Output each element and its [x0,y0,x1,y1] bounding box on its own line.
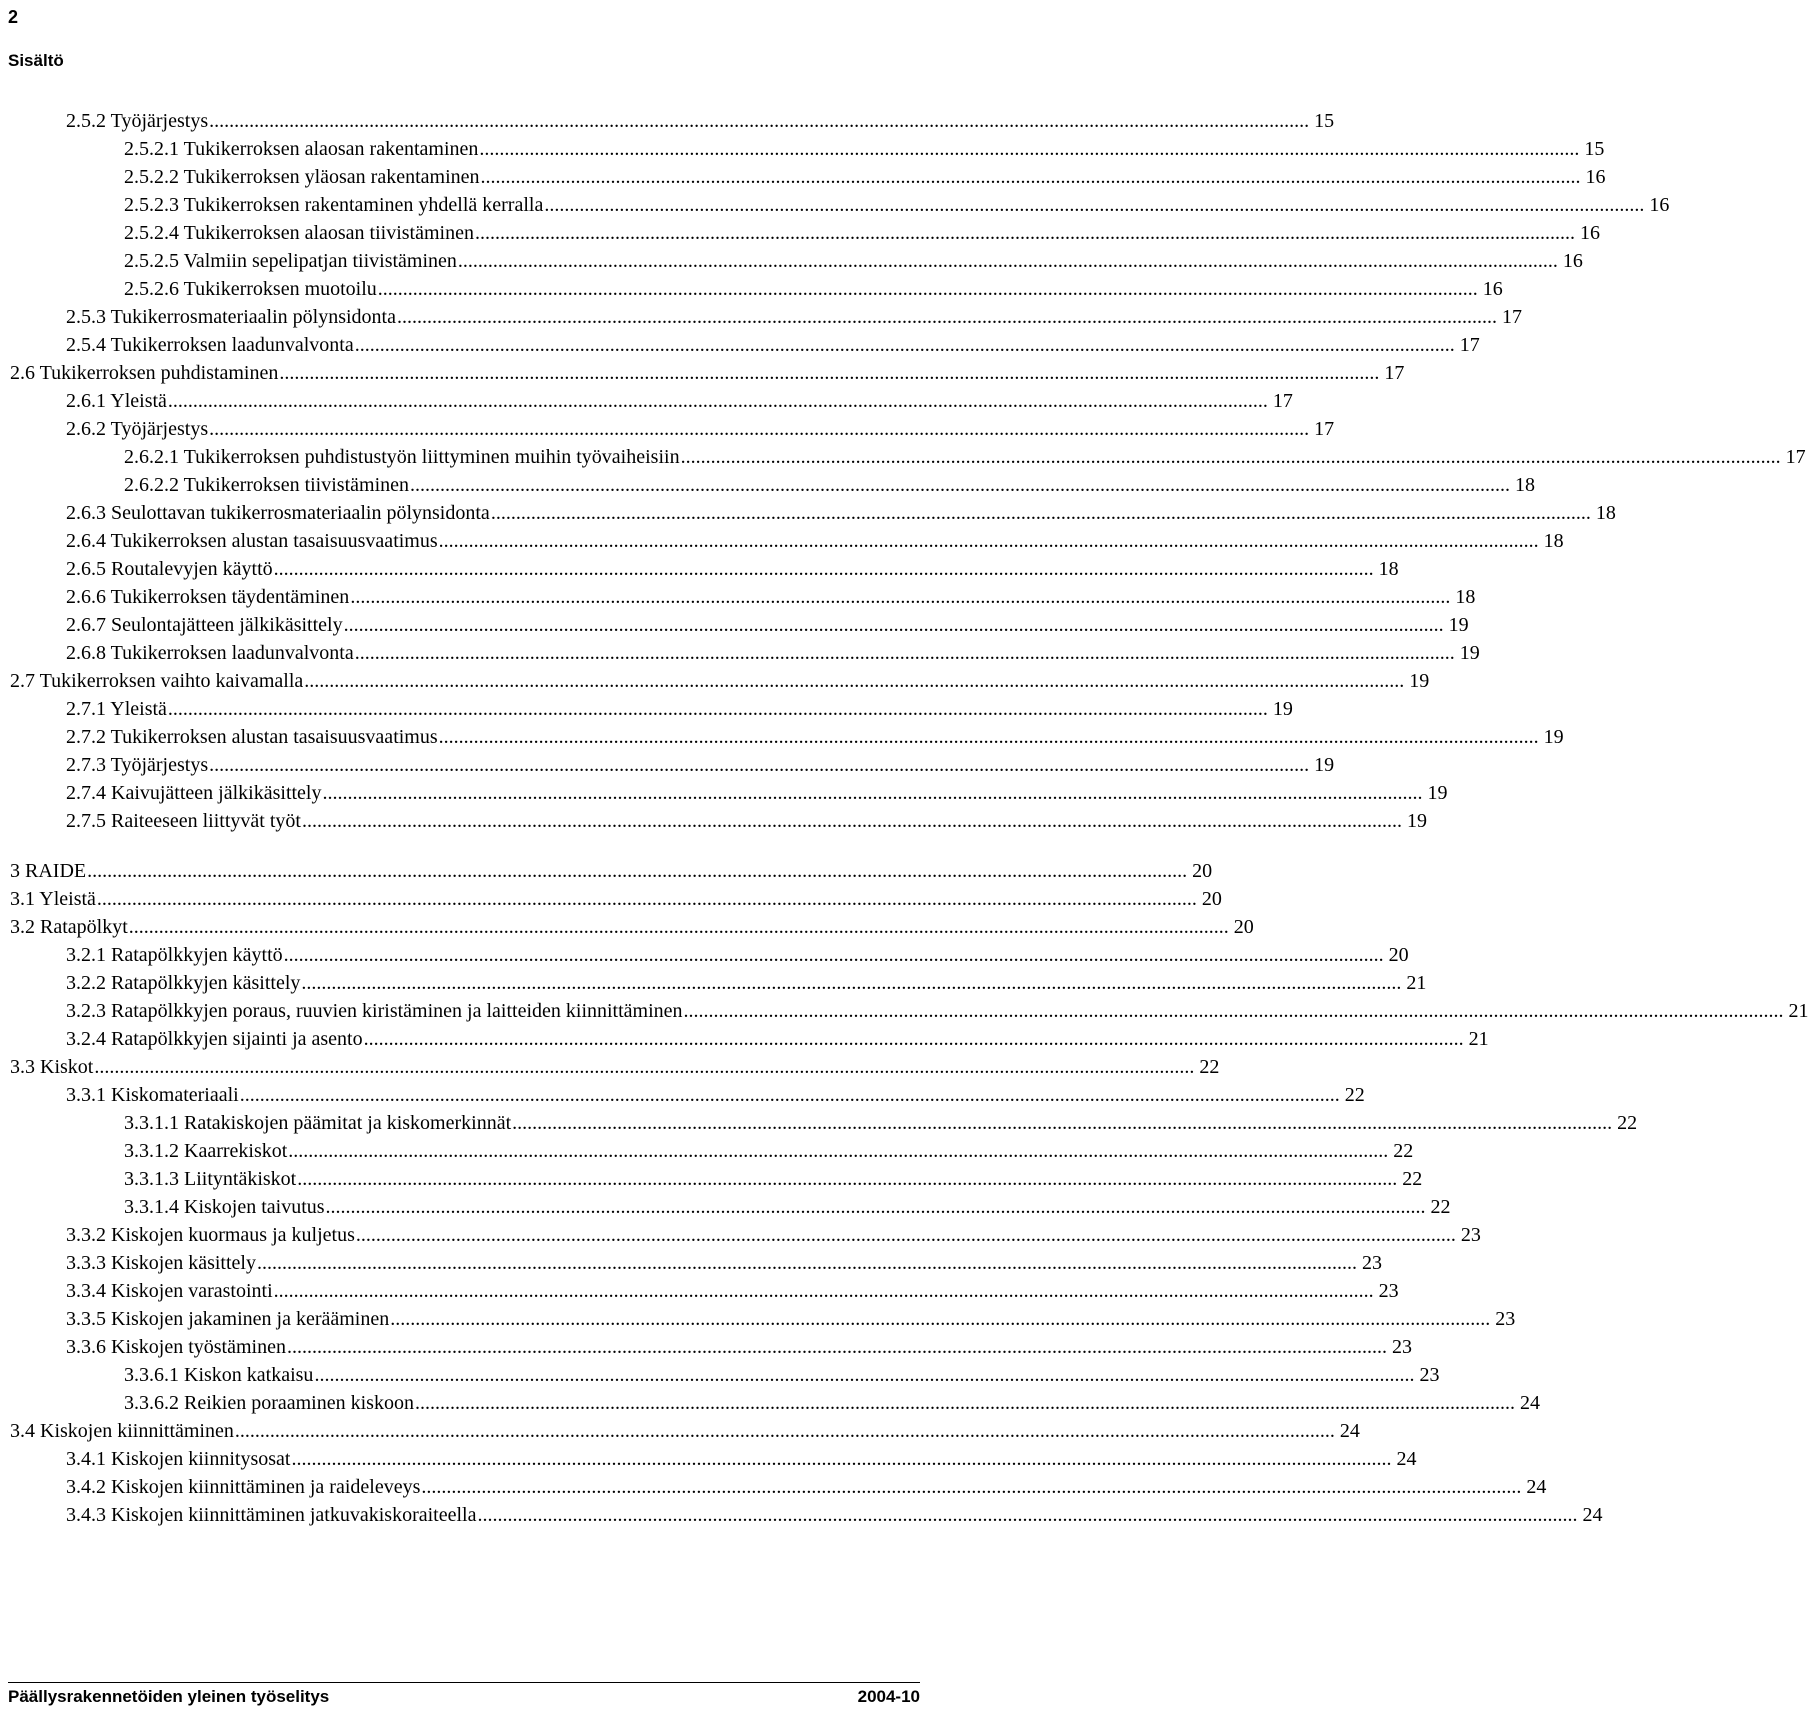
toc-dot-leader: ............................................................................................................................................................................................................................ [286,1336,1387,1358]
toc-entry[interactable] [66,329,1480,357]
toc-dot-leader: ............................................................................................................................................................................................................................ [438,726,1539,748]
toc-entry-page-number: 24 [1519,1392,1540,1414]
toc-entry-page-number: 24 [1339,1420,1360,1442]
toc-entry-title: 3.3.6.2 Reikien poraaminen kiskoon [124,1392,414,1414]
toc-entry[interactable] [66,1331,1412,1359]
toc-dot-leader: ............................................................................................................................................................................................................................ [474,222,1575,244]
toc-entry[interactable] [66,1499,1603,1527]
toc-entry[interactable] [10,883,1222,911]
toc-entry-page-number: 22 [1402,1168,1423,1190]
toc-dot-leader: ............................................................................................................................................................................................................................ [683,1000,1784,1022]
toc-dot-leader: ............................................................................................................................................................................................................................ [343,614,1444,636]
toc-entry[interactable] [124,217,1600,245]
toc-entry[interactable] [66,1303,1516,1331]
toc-entry[interactable] [124,1359,1440,1387]
toc-dot-leader: ............................................................................................................................................................................................................................ [167,390,1268,412]
toc-entry[interactable] [66,525,1564,553]
toc-entry[interactable] [66,609,1469,637]
toc-entry[interactable] [124,245,1583,273]
toc-entry-page-number: 20 [1201,888,1222,910]
toc-dot-leader: ............................................................................................................................................................................................................................ [421,1476,1522,1498]
toc-dot-leader: ............................................................................................................................................................................................................................ [410,474,1510,496]
toc-entry-page-number: 19 [1427,782,1448,804]
page-number: 2 [8,7,19,27]
toc-dot-leader: ............................................................................................................................................................................................................................ [301,972,1402,994]
toc-entry[interactable] [66,581,1476,609]
toc-entry-page-number: 16 [1585,166,1606,188]
toc-entry[interactable] [10,357,1405,385]
toc-entry-title: 2.6.2.2 Tukikerroksen tiivistäminen [124,474,409,496]
toc-entry-page-number: 22 [1344,1084,1365,1106]
toc-dot-leader: ............................................................................................................................................................................................................................ [322,782,1423,804]
toc-entry-title: 2.6.6 Tukikerroksen täydentäminen [66,586,350,608]
toc-dot-leader: ............................................................................................................................................................................................................................ [414,1392,1515,1414]
toc-dot-leader: ............................................................................................................................................................................................................................ [377,278,1478,300]
toc-entry-title: 3.4 Kiskojen kiinnittäminen [10,1420,234,1442]
toc-dot-leader: ............................................................................................................................................................................................................................ [354,334,1455,356]
toc-entry-title: 3.4.2 Kiskojen kiinnittäminen ja raideleveys [66,1476,421,1498]
toc-entry-page-number: 23 [1419,1364,1440,1386]
toc-entry-title: 2.7.4 Kaivujätteen jälkikäsittely [66,782,322,804]
toc-dot-leader: ............................................................................................................................................................................................................................ [256,1252,1357,1274]
toc-entry-title: 2.7.5 Raiteeseen liittyvät työt [66,810,301,832]
toc-entry[interactable] [66,1247,1382,1275]
toc-entry-page-number: 24 [1526,1476,1547,1498]
toc-entry-title: 3.2.3 Ratapölkkyjen poraus, ruuvien kiristäminen ja laitteiden kiinnittäminen [66,1000,683,1022]
toc-entry[interactable] [66,301,1522,329]
toc-entry[interactable] [124,1387,1540,1415]
toc-entry-title: 2.7 Tukikerroksen vaihto kaivamalla [10,670,304,692]
toc-entry-page-number: 23 [1391,1336,1412,1358]
toc-entry[interactable] [10,1415,1360,1443]
toc-entry-page-number: 16 [1482,278,1503,300]
toc-entry[interactable] [124,189,1670,217]
toc-entry-title: 3.3.6 Kiskojen työstäminen [66,1336,286,1358]
toc-dot-leader: ............................................................................................................................................................................................................................ [239,1084,1340,1106]
toc-entry[interactable] [66,413,1335,441]
toc-dot-leader: ............................................................................................................................................................................................................................ [490,502,1591,524]
toc-dot-leader: ............................................................................................................................................................................................................................ [94,1056,1195,1078]
toc-dot-leader: ............................................................................................................................................................................................................................ [273,558,1374,580]
toc-entry-page-number: 22 [1430,1196,1451,1218]
toc-entry[interactable] [66,553,1399,581]
toc-dot-leader: ............................................................................................................................................................................................................................ [167,698,1268,720]
toc-entry-page-number: 19 [1459,642,1480,664]
toc-entry-page-number: 17 [1501,306,1522,328]
toc-entry-page-number: 18 [1543,530,1564,552]
toc-entry-title: 3.2.2 Ratapölkkyjen käsittely [66,972,301,994]
toc-dot-leader: ............................................................................................................................................................................................................................ [325,1196,1426,1218]
toc-entry-title: 3.3.5 Kiskojen jakaminen ja kerääminen [66,1308,390,1330]
toc-entry-page-number: 15 [1314,110,1335,132]
toc-entry-page-number: 18 [1515,474,1535,496]
toc-dot-leader: ............................................................................................................................................................................................................................ [209,418,1310,440]
toc-entry[interactable] [124,161,1606,189]
toc-entry-title: 2.5.2.2 Tukikerroksen yläosan rakentaminen [124,166,480,188]
toc-entry-page-number: 19 [1409,670,1430,692]
toc-dot-leader: ............................................................................................................................................................................................................................ [479,138,1580,160]
toc-entry-page-number: 23 [1378,1280,1399,1302]
toc-dot-leader: ............................................................................................................................................................................................................................ [291,1448,1392,1470]
toc-entry[interactable] [66,1079,1365,1107]
toc-dot-leader: ............................................................................................................................................................................................................................ [279,362,1380,384]
toc-entry[interactable] [124,441,1806,469]
toc-dot-leader: ............................................................................................................................................................................................................................ [297,1168,1398,1190]
toc-dot-leader: ............................................................................................................................................................................................................................ [390,1308,1491,1330]
toc-entry[interactable] [124,469,1535,497]
toc-entry-page-number: 15 [1584,138,1605,160]
toc-entry-title: 2.6.2 Työjärjestys [66,418,209,440]
toc-entry-title: 2.6.4 Tukikerroksen alustan tasaisuusvaatimus [66,530,438,552]
toc-entry-title: 3.3.4 Kiskojen varastointi [66,1280,273,1302]
toc-entry-page-number: 21 [1788,1000,1809,1022]
toc-entry[interactable] [10,1051,1220,1079]
toc-entry[interactable] [124,133,1605,161]
toc-entry-title: 3.3.2 Kiskojen kuormaus ja kuljetus [66,1224,355,1246]
footer-date: 2004-10 [857,1687,920,1706]
toc-dot-leader: ............................................................................................................................................................................................................................ [96,888,1197,910]
toc-entry-title: 3.2.4 Ratapölkkyjen sijainti ja asento [66,1028,363,1050]
toc-entry[interactable] [124,1191,1451,1219]
toc-entry-title: 2.5.2.1 Tukikerroksen alaosan rakentaminen [124,138,479,160]
toc-entry-title: 2.6.8 Tukikerroksen laadunvalvonta [66,642,354,664]
toc-entry-page-number: 19 [1314,754,1335,776]
toc-entry-title: 3 RAIDE [10,860,87,882]
toc-entry[interactable] [124,273,1503,301]
toc-entry-title: 2.5.4 Tukikerroksen laadunvalvonta [66,334,354,356]
toc-entry-title: 2.6.7 Seulontajätteen jälkikäsittely [66,614,343,636]
toc-entry-title: 3.2 Ratapölkyt [10,916,128,938]
toc-entry[interactable] [66,939,1409,967]
toc-entry-title: 3.3.1.1 Ratakiskojen päämitat ja kiskomerkinnät [124,1112,512,1134]
toc-dot-leader: ............................................................................................................................................................................................................................ [438,530,1539,552]
toc-entry-page-number: 20 [1388,944,1409,966]
toc-dot-leader: ............................................................................................................................................................................................................................ [480,166,1581,188]
toc-entry-title: 3.4.3 Kiskojen kiinnittäminen jatkuvakiskoraiteella [66,1504,477,1526]
toc-entry[interactable] [10,911,1254,939]
page-title: Sisältö [8,51,64,70]
toc-dot-leader: ............................................................................................................................................................................................................................ [273,1280,1374,1302]
toc-entry[interactable] [124,1163,1423,1191]
toc-entry-title: 2.5.2.3 Tukikerroksen rakentaminen yhdellä kerralla [124,194,544,216]
toc-entry[interactable] [66,105,1335,133]
toc-entry-title: 2.6.3 Seulottavan tukikerrosmateriaalin pölynsidonta [66,502,490,524]
toc-entry[interactable] [66,805,1427,833]
toc-dot-leader: ............................................................................................................................................................................................................................ [128,916,1229,938]
toc-entry-title: 3.3 Kiskot [10,1056,94,1078]
toc-entry[interactable] [10,855,1213,883]
toc-entry[interactable] [66,1443,1417,1471]
toc-entry-title: 2.6.5 Routalevyjen käyttö [66,558,273,580]
toc-dot-leader: ............................................................................................................................................................................................................................ [209,754,1310,776]
toc-entry[interactable] [66,721,1564,749]
toc-entry-page-number: 16 [1562,250,1583,272]
toc-entry[interactable] [66,777,1448,805]
toc-entry[interactable] [66,995,1809,1023]
toc-entry-page-number: 16 [1579,222,1600,244]
toc-entry-page-number: 24 [1582,1504,1603,1526]
toc-entry-page-number: 22 [1199,1056,1220,1078]
toc-entry-page-number: 16 [1649,194,1670,216]
toc-entry-title: 3.3.1.2 Kaarrekiskot [124,1140,288,1162]
toc-dot-leader: ............................................................................................................................................................................................................................ [304,670,1405,692]
toc-dot-leader: ............................................................................................................................................................................................................................ [288,1140,1389,1162]
toc-entry[interactable] [124,1135,1414,1163]
toc-entry-page-number: 23 [1460,1224,1481,1246]
toc-entry-page-number: 18 [1595,502,1616,524]
toc-entry[interactable] [66,967,1427,995]
toc-entry-page-number: 19 [1448,614,1469,636]
toc-entry-title: 3.3.3 Kiskojen käsittely [66,1252,256,1274]
toc-entry-page-number: 19 [1543,726,1564,748]
toc-entry-title: 2.7.2 Tukikerroksen alustan tasaisuusvaatimus [66,726,438,748]
toc-entry-page-number: 20 [1233,916,1254,938]
toc-entry-title: 2.5.2.6 Tukikerroksen muotoilu [124,278,377,300]
toc-entry[interactable] [66,637,1480,665]
toc-dot-leader: ............................................................................................................................................................................................................................ [283,944,1384,966]
toc-dot-leader: ............................................................................................................................................................................................................................ [354,642,1455,664]
toc-entry-title: 3.3.1 Kiskomateriaali [66,1084,239,1106]
toc-entry[interactable] [66,693,1293,721]
toc-entry-title: 3.1 Yleistä [10,888,96,910]
toc-entry-title: 2.7.3 Työjärjestys [66,754,209,776]
toc-dot-leader: ............................................................................................................................................................................................................................ [363,1028,1464,1050]
toc-dot-leader: ............................................................................................................................................................................................................................ [87,860,1188,882]
toc-entry[interactable] [66,1219,1481,1247]
toc-dot-leader: ............................................................................................................................................................................................................................ [477,1504,1578,1526]
toc-entry[interactable] [66,749,1335,777]
toc-entry-title: 2.5.2 Työjärjestys [66,110,209,132]
toc-entry-page-number: 22 [1393,1140,1414,1162]
toc-entry-title: 2.6.2.1 Tukikerroksen puhdistustyön liittyminen muihin työvaiheisiin [124,446,680,468]
toc-entry-title: 2.5.3 Tukikerrosmateriaalin pölynsidonta [66,306,396,328]
toc-dot-leader: ............................................................................................................................................................................................................................ [457,250,1558,272]
footer-document-title: Päällysrakennetöiden yleinen työselitys [8,1687,330,1706]
toc-entry-page-number: 21 [1468,1028,1489,1050]
toc-entry-page-number: 23 [1495,1308,1516,1330]
toc-entry-page-number: 24 [1396,1448,1417,1470]
toc-entry[interactable] [10,665,1430,693]
toc-entry-page-number: 17 [1384,362,1405,384]
toc-entry-title: 3.3.6.1 Kiskon katkaisu [124,1364,314,1386]
toc-dot-leader: ............................................................................................................................................................................................................................ [350,586,1451,608]
toc-entry-page-number: 18 [1378,558,1399,580]
toc-entry-title: 2.5.2.5 Valmiin sepelipatjan tiivistäminen [124,250,457,272]
toc-entry-page-number: 19 [1406,810,1427,832]
toc-dot-leader: ............................................................................................................................................................................................................................ [234,1420,1335,1442]
toc-entry-title: 3.2.1 Ratapölkkyjen käyttö [66,944,283,966]
toc-dot-leader: ............................................................................................................................................................................................................................ [396,306,1497,328]
toc-entry-title: 3.3.1.4 Kiskojen taivutus [124,1196,325,1218]
toc-entry-page-number: 23 [1361,1252,1382,1274]
toc-entry-page-number: 22 [1617,1112,1638,1134]
toc-entry-title: 2.6 Tukikerroksen puhdistaminen [10,362,279,384]
toc-entry-title: 2.6.1 Yleistä [66,390,167,412]
toc-entry[interactable] [124,1107,1638,1135]
page-footer [8,1682,920,1709]
toc-entry-title: 2.5.2.4 Tukikerroksen alaosan tiivistäminen [124,222,474,244]
toc-entry-page-number: 17 [1272,390,1293,412]
toc-dot-leader: ............................................................................................................................................................................................................................ [209,110,1310,132]
toc-dot-leader: ............................................................................................................................................................................................................................ [544,194,1645,216]
toc-entry-page-number: 17 [1314,418,1335,440]
toc-entry-page-number: 18 [1455,586,1476,608]
toc-dot-leader: ............................................................................................................................................................................................................................ [301,810,1402,832]
toc-entry[interactable] [66,497,1616,525]
toc-entry-page-number: 20 [1192,860,1213,882]
toc-dot-leader: ............................................................................................................................................................................................................................ [314,1364,1415,1386]
toc-entry-page-number: 17 [1459,334,1480,356]
toc-entry[interactable] [66,1275,1399,1303]
toc-dot-leader: ............................................................................................................................................................................................................................ [512,1112,1613,1134]
toc-entry-page-number: 19 [1272,698,1293,720]
toc-dot-leader: ............................................................................................................................................................................................................................ [680,446,1781,468]
toc-entry-page-number: 17 [1785,446,1806,468]
toc-entry-page-number: 21 [1406,972,1427,994]
toc-dot-leader: ............................................................................................................................................................................................................................ [355,1224,1456,1246]
toc-entry-title: 2.7.1 Yleistä [66,698,167,720]
toc-entry-title: 3.4.1 Kiskojen kiinnitysosat [66,1448,291,1470]
toc-entry[interactable] [66,385,1293,413]
toc-entry-title: 3.3.1.3 Liityntäkiskot [124,1168,297,1190]
toc-entry[interactable] [66,1023,1489,1051]
toc-entry[interactable] [66,1471,1547,1499]
